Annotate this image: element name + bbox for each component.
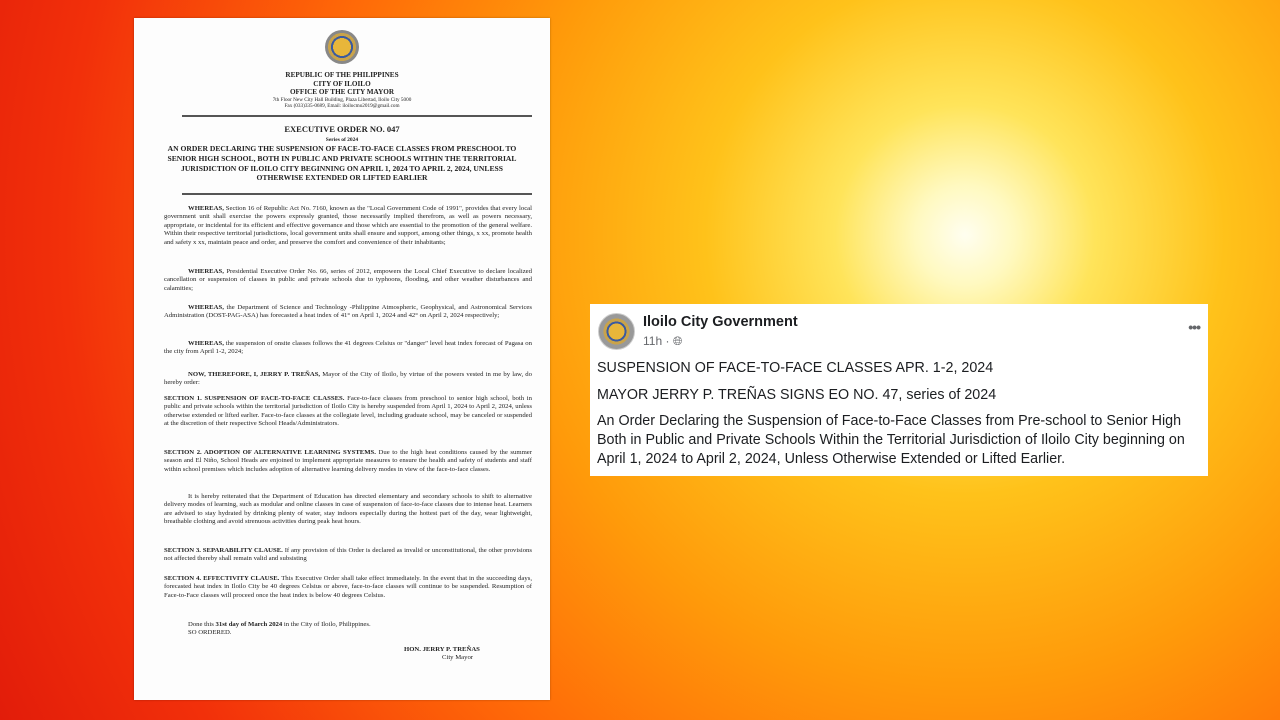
signatory-title: City Mayor bbox=[442, 654, 474, 662]
page-name-link[interactable]: Iloilo City Government bbox=[643, 314, 798, 330]
eo-title: EXECUTIVE ORDER NO. 047 bbox=[284, 124, 400, 134]
whereas-3: WHEREAS, the Department of Science and Technology -Philippine Atmospheric, Geophysical, and Astronomical Services Administration (DOST-PAG-ASA) has forecasted a heat index of 41° on April 1, 2024 and 42° on April 2, 2024 respectively; bbox=[164, 304, 532, 320]
whereas-1: WHEREAS, Section 16 of Republic Act No. 7160, known as the "Local Government Code of 1991", provides that every local government unit shall exercise the powers expressly granted, those necessarily implied therefrom, as well as powers necessary, appropriate, or incidental for its efficient and effective governance and those which are essential to the promotion of the general welfare. Within their respective territorial jurisdictions, local government units shall ensure and support, among other things, x xx, promote health and safety x xx, maintain peace and order, and preserve the comfort and convenience of their inhabitants; bbox=[164, 205, 532, 246]
section-4: SECTION 4. EFFECTIVITY CLAUSE. This Executive Order shall take effect immediately. In the event that in the succeeding days, forecasted heat index in Iloilo City be 40 degrees Celsius or above, face-to-face classes will continue to be suspended. Resumption of Face-to-Face classes will proceed once the heat index is below 40 degrees Celsius. bbox=[164, 575, 532, 599]
header-line: OFFICE OF THE CITY MAYOR bbox=[289, 88, 395, 97]
executive-order-document bbox=[134, 18, 550, 700]
facebook-post bbox=[590, 304, 1208, 476]
divider bbox=[182, 193, 532, 195]
eo-subject: AN ORDER DECLARING THE SUSPENSION OF FACE-TO-FACE CLASSES FROM PRESCHOOL TO SENIOR HIGH SCHOOL, BOTH IN PUBLIC AND PRIVATE SCHOOLS WITHIN THE TERRITORIAL JURISDICTION OF ILOILO CITY BEGINNING ON APRIL 1, 2024 TO APRIL 2, 2024, UNLESS OTHERWISE EXTENDED OR LIFTED EARLIER bbox=[167, 144, 517, 183]
more-icon[interactable]: ••• bbox=[1188, 319, 1200, 335]
page-avatar[interactable] bbox=[598, 313, 635, 350]
section-3: SECTION 3. SEPARABILITY CLAUSE. If any provision of this Order is declared as invalid or unconstitutional, the other provisions not affected thereby shall remain valid and subsisting bbox=[164, 547, 532, 563]
doc-header bbox=[134, 71, 550, 110]
post-line: MAYOR JERRY P. TREÑAS SIGNS EO NO. 47, series of 2024 bbox=[597, 387, 997, 403]
section-2: SECTION 2. ADOPTION OF ALTERNATIVE LEARNING SYSTEMS. Due to the high heat conditions caused by the summer season and El Niño, School Heads are enjoined to implement appropriate measures to ensure the health and safety of students and staff within school premises which includes adoption of alternative learning delivery modes in view of the face-to-face classes. bbox=[164, 449, 532, 473]
post-time[interactable]: 11h bbox=[643, 334, 663, 348]
signatory-name: HON. JERRY P. TREÑAS bbox=[404, 646, 480, 653]
divider bbox=[182, 115, 532, 117]
now-therefore: NOW, THEREFORE, I, JERRY P. TREÑAS, Mayor of the City of Iloilo, by virtue of the powers vested in me by law, do hereby order: bbox=[164, 371, 532, 387]
city-seal-logo bbox=[325, 30, 359, 64]
signature-block bbox=[404, 646, 480, 663]
contact: Fax (033)335-0689, Email: iloilocmo2019@gmail.com bbox=[284, 103, 400, 110]
separator: · bbox=[665, 334, 670, 348]
reiteration: It is hereby reiterated that the Department of Education has directed elementary and secondary schools to shift to alternative delivery modes of learning, such as modular and online classes in case of suspension of face-to-face classes due to intense heat. Learners are advised to stay hydrated by drinking plenty of water, stay indoors especially during the hottest part of the day, wear lightweight, breathable clothing and avoid strenuous activities during peak heat hours. bbox=[164, 493, 532, 526]
done-line: Done this 31st day of March 2024 in the City of Iloilo, Philippines. SO ORDERED. bbox=[188, 621, 371, 637]
section-1: SECTION 1. SUSPENSION OF FACE-TO-FACE CLASSES. Face-to-face classes from preschool to senior high school, both in public and private schools within the territorial jurisdiction of Iloilo City is hereby suspended from April 1, 2024 to April 2, 2024, unless otherwise extended or lifted earlier. Face-to-face classes at the collegiate level, including graduate school, may be canceled or suspended at the discretion of their respective School Heads/Administrators. bbox=[164, 395, 532, 428]
header-line: CITY OF ILOILO bbox=[313, 79, 371, 88]
eo-series: Series of 2024 bbox=[325, 137, 359, 143]
header-line: REPUBLIC OF THE PHILIPPINES bbox=[285, 71, 399, 79]
whereas-2: WHEREAS, Presidential Executive Order No. 66, series of 2012, empowers the Local Chief Executive to declare localized cancellation or suspension of classes in public and private schools due to typhoons, flooding, and other weather disturbances and calamities; bbox=[164, 268, 532, 292]
globe-icon: 🌐︎ bbox=[672, 334, 683, 348]
whereas-4: WHEREAS, the suspension of onsite classes follows the 41 degrees Celsius or "danger" level heat index forecast of Pagasa on the city from April 1-2, 2024; bbox=[164, 340, 532, 356]
post-line: SUSPENSION OF FACE-TO-FACE CLASSES APR. 1-2, 2024 bbox=[597, 360, 994, 376]
post-meta bbox=[643, 334, 682, 349]
post-body: An Order Declaring the Suspension of Face-to-Face Classes from Pre-school to Senior High Both in Public and Private Schools Within the Territorial Jurisdiction of Iloilo City beginning on April 1, 2024 to April 2, 2024, Unless Otherwise Extended or Lifted Earlier. bbox=[597, 413, 1185, 467]
address: 7th Floor New City Hall Building, Plaza Libertad, Iloilo City 5000 bbox=[272, 96, 412, 103]
